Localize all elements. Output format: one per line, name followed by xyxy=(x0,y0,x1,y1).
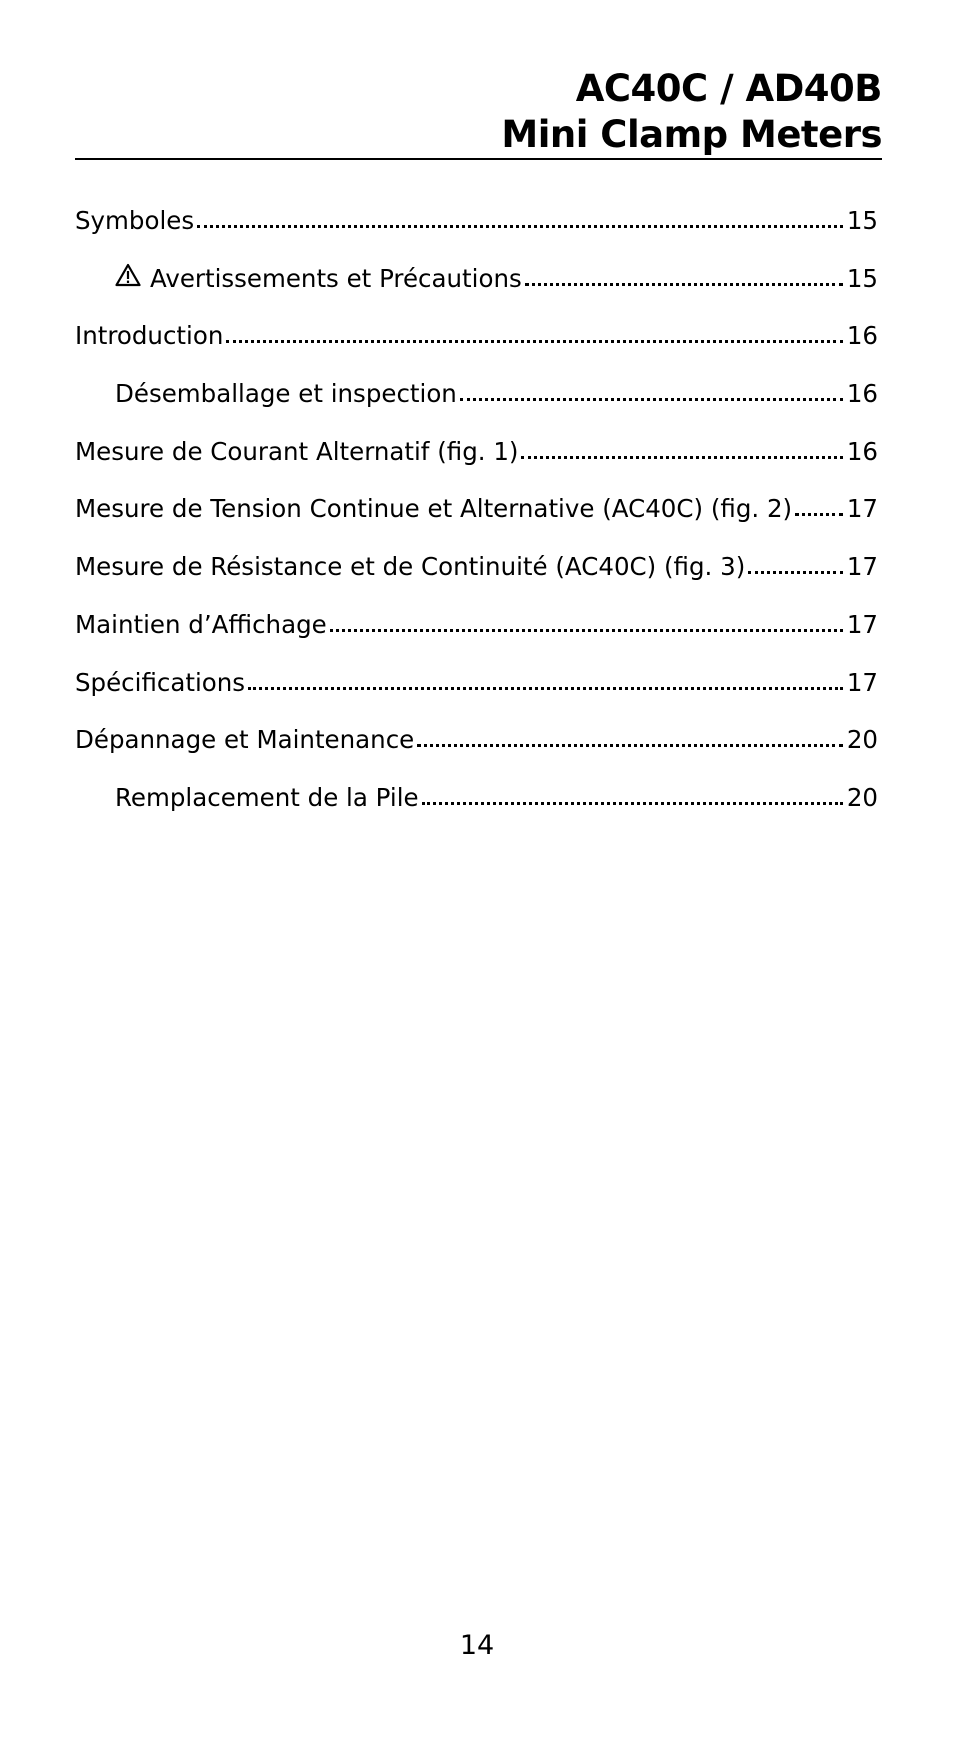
dot-leader xyxy=(748,551,843,575)
toc-entry-depannage[interactable] xyxy=(75,724,878,782)
toc-entry-page: 17 xyxy=(846,552,878,582)
toc-entry-page: 17 xyxy=(846,609,878,639)
toc-entry-tension[interactable] xyxy=(75,493,878,551)
page-header xyxy=(75,66,882,158)
toc-entry-remplacement-pile[interactable] xyxy=(75,782,878,840)
dot-leader xyxy=(330,609,843,633)
toc-entry-introduction[interactable] xyxy=(75,320,878,378)
toc-entry-courant-alternatif[interactable] xyxy=(75,436,878,494)
table-of-contents xyxy=(75,205,878,840)
toc-entry-text: Spécifications xyxy=(75,667,246,697)
dot-leader xyxy=(525,263,843,287)
toc-entry-text: Introduction xyxy=(75,321,224,351)
title-line-product: Mini Clamp Meters xyxy=(501,113,882,156)
header-rule xyxy=(75,158,882,160)
toc-entry-text: Mesure de Courant Alternatif (fig. 1) xyxy=(75,436,519,466)
toc-entry-page: 15 xyxy=(846,263,878,293)
dot-leader xyxy=(521,436,842,460)
dot-leader xyxy=(248,667,843,691)
toc-entry-desemballage[interactable] xyxy=(75,378,878,436)
toc-entry-page: 20 xyxy=(846,782,878,812)
toc-entry-text: Désemballage et inspection xyxy=(115,379,457,409)
toc-entry-text: Remplacement de la Pile xyxy=(115,782,419,812)
toc-entry-page: 17 xyxy=(846,494,878,524)
dot-leader xyxy=(417,724,843,748)
toc-entry-text: Avertissements et Précautions xyxy=(150,263,522,293)
toc-entry-page: 16 xyxy=(846,436,878,466)
toc-entry-text: Mesure de Tension Continue et Alternative (AC40C) (fig. 2) xyxy=(75,494,793,524)
toc-entry-text: Symboles xyxy=(75,206,195,235)
dot-leader xyxy=(197,205,843,229)
dot-leader xyxy=(460,378,843,402)
dot-leader xyxy=(795,493,843,517)
toc-entry-page: 20 xyxy=(846,725,878,755)
dot-leader xyxy=(422,782,843,806)
toc-entry-text: Mesure de Résistance et de Continuité (AC40C) (fig. 3) xyxy=(75,552,746,582)
page-number: 14 xyxy=(459,1630,495,1661)
warning-triangle-icon xyxy=(115,263,141,293)
toc-entry-symboles[interactable] xyxy=(75,205,878,263)
toc-entry-resistance[interactable] xyxy=(75,551,878,609)
toc-entry-avertissements[interactable] xyxy=(75,263,878,321)
title-line-model: AC40C / AD40B xyxy=(575,67,882,110)
toc-entry-page: 17 xyxy=(846,667,878,697)
toc-entry-page: 15 xyxy=(846,206,878,235)
toc-entry-text: Dépannage et Maintenance xyxy=(75,725,415,755)
toc-entry-text: Maintien d’Affichage xyxy=(75,609,327,639)
toc-entry-page: 16 xyxy=(846,379,878,409)
dot-leader xyxy=(226,320,842,344)
toc-entry-page: 16 xyxy=(846,321,878,351)
toc-entry-specifications[interactable] xyxy=(75,667,878,725)
toc-entry-maintien[interactable] xyxy=(75,609,878,667)
